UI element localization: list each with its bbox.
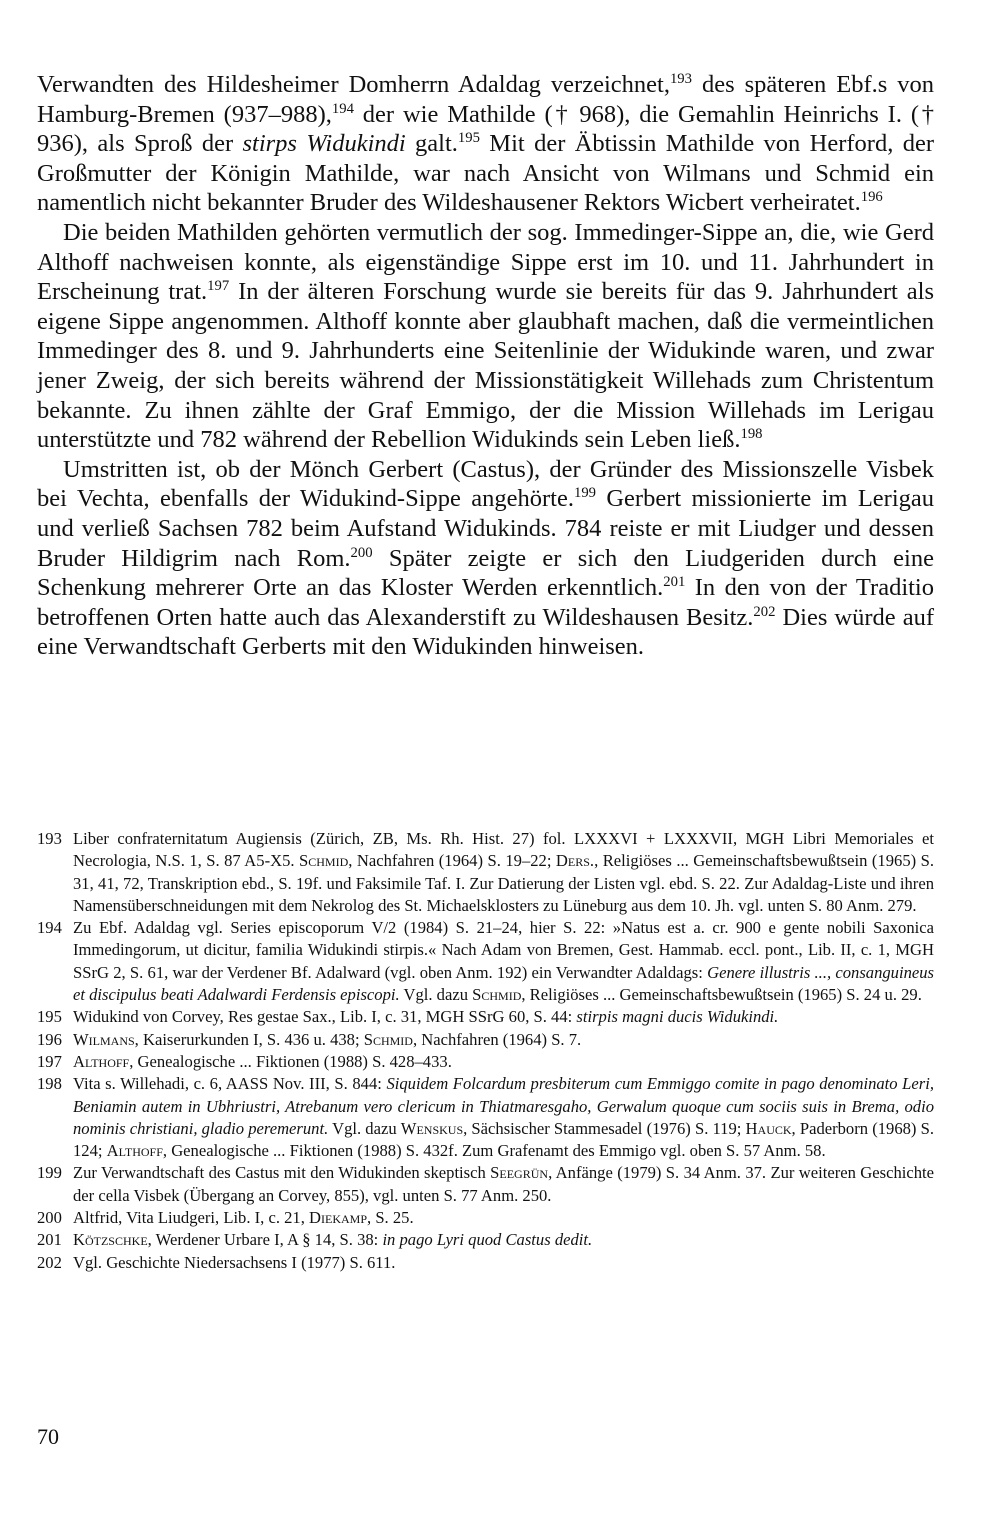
footnote-ref: 196: [860, 189, 883, 206]
footnote: [37, 1006, 934, 1028]
footnote: [37, 1207, 934, 1229]
footnote-text: [73, 1073, 934, 1162]
main-text: [37, 70, 934, 662]
text-run: Vgl. Geschichte Niedersachsens I (1977) S. 611.: [73, 1252, 396, 1272]
footnote-number: 198: [37, 1074, 62, 1094]
footnote: [37, 1162, 934, 1207]
text-run: Vgl. dazu: [328, 1118, 401, 1138]
text-run: Verwandten des Hildesheimer Domherrn Adaldag verzeichnet,: [37, 71, 670, 98]
footnote: [37, 828, 934, 917]
text-run: , Paderborn (1968) S. 124;: [73, 1118, 934, 1161]
footnote: [37, 1073, 934, 1162]
footnote-ref: 197: [207, 278, 230, 294]
text-run: , Genealogische ... Fiktionen (1988) S. 428–433.: [129, 1051, 452, 1071]
text-run: der wie Mathilde († 968), die Gemahlin Heinrichs I. († 936), als Sproß der: [37, 100, 935, 158]
footnote-ref: 195: [457, 130, 480, 147]
footnote-number: 197: [37, 1051, 62, 1071]
text-run: , Sächsischer Stammesadel (1976) S. 119;: [463, 1118, 746, 1138]
text-run: Liber confraternitatum Augiensis (Zürich, ZB, Ms. Rh. Hist. 27) fol. LXXXVI + LXXXVII, MGH Libri Memoriales et Necrologia, N.S. 1, S. 87 A5-X5.: [73, 829, 934, 871]
text-run: , Religiöses ... Gemeinschaftsbewußtsein (1965) S. 24 u. 29.: [521, 985, 922, 1005]
text-run: Widukind von Corvey, Res gestae Sax., Lib. I, c. 31, MGH SSrG 60, S. 44:: [73, 1007, 577, 1027]
footnote: [37, 1051, 934, 1073]
italic-text: Siquidem Folcardum presbiterum cum Emmiggo comite in pago denominato Leri, Beniamin autem in Ubhriustri, Atrebanum vero clericum in Thiatmaresgaho, Gerwalum quoque cum sociis suis in Brema, odio nominis christiani, gladio peremerunt.: [73, 1074, 934, 1138]
author-name: Wilmans: [73, 1029, 135, 1049]
text-run: , Nachfahren (1964) S. 19–22;: [348, 851, 556, 871]
italic-text: Genere illustris ..., consanguineus et discipulus beati Adalwardi Ferdensis episcopi.: [73, 962, 935, 1005]
author-name: Althoff: [73, 1051, 130, 1071]
author-name: Schmid: [363, 1029, 413, 1049]
text-run: des späteren Ebf.s von Hamburg-Bremen (937–988),: [37, 71, 934, 128]
text-run: Altfrid, Vita Liudgeri, Lib. I, c. 21,: [73, 1208, 310, 1228]
text-run: , S. 25.: [367, 1208, 414, 1228]
footnote: [37, 1229, 934, 1251]
footnote-text: [73, 1051, 934, 1073]
text-run: In der älteren Forschung wurde sie bereits für das 9. Jahrhundert als eigene Sippe angenommen. Althoff konnte aber glaubhaft machen, daß die vermeintlichen Immedinger des 8. und 9. Jahrhunderts eine Seitenlinie der Widukinde waren, und zwar jener Zweig, der sich bereits während der Missionstätigkeit Willehads zum Christentum bekannte. Zu ihnen zählte der Graf Emmigo, der die Mission Willehads im Lerigau unterstützte und 782 während der Rebellion Widukinds sein Leben ließ.: [37, 278, 934, 454]
footnote-text: [73, 1006, 934, 1028]
text-run: , Religiöses ... Gemeinschaftsbewußtsein (1965) S. 31, 41, 72, Transkription ebd., S. 19f. und Faksimile Taf. I. Zur Datierung der Listen vgl. ebd. S. 22. Zur Adaldag-Liste und ihren Namensüberschneidungen mit dem Nekrolog des St. Michaelsklosters zu Lüneburg aus dem 10. Jh. vgl. unten S. 80 Anm. 279.: [73, 851, 935, 915]
footnote-text: [73, 1229, 934, 1251]
footnote-number: 201: [37, 1230, 62, 1250]
text-run: In den von der Traditio betroffenen Orten hatte auch das Alexanderstift zu Wildeshausen Besitz.: [37, 574, 934, 631]
footnote: [37, 1029, 934, 1051]
text-run: Gerbert missionierte im Lerigau und verließ Sachsen 782 beim Aufstand Widukinds. 784 reiste er mit Liudger und dessen Bruder Hildigrim nach Rom.: [37, 485, 935, 572]
footnote-number: 193: [37, 829, 62, 848]
footnote-ref: 194: [331, 100, 354, 117]
italic-text: stirps Widukindi: [242, 130, 406, 158]
text-run: galt.: [405, 130, 458, 158]
text-run: , Werdener Urbare I, A § 14, S. 38:: [147, 1230, 383, 1250]
text-run: Dies würde auf eine Verwandtschaft Gerberts mit den Widukinden hinweisen.: [37, 603, 934, 661]
paragraph: [37, 455, 934, 662]
text-run: Umstritten ist, ob der Mönch Gerbert (Castus), der Gründer des Missionszelle Visbek bei Vechta, ebenfalls der Widukind-Sippe angehörte.: [37, 455, 934, 513]
footnote-ref: 199: [573, 485, 596, 502]
text-run: , Anfänge (1979) S. 34 Anm. 37. Zur weiteren Geschichte der cella Visbek (Übergang an Corvey, 855), vgl. unten S. 77 Anm. 250.: [73, 1163, 934, 1205]
text-run: Später zeigte er sich den Liudgeriden durch eine Schenkung mehrerer Orte an das Kloster Werden erkenntlich.: [37, 544, 934, 602]
footnote-ref: 202: [753, 603, 776, 620]
author-name: Wenskus: [400, 1118, 464, 1138]
footnotes: [37, 828, 934, 1274]
author-name: Kötzschke: [73, 1230, 148, 1250]
footnote-number: 202: [37, 1252, 62, 1272]
text-run: Mit der Äbtissin Mathilde von Herford, der Großmutter der Königin Mathilde, war nach Ansicht von Wilmans und Schmid ein namentlich nicht bekannter Bruder des Wildeshausener Rektors Wicbert verheiratet.: [37, 130, 934, 217]
footnote: [37, 917, 934, 1006]
text-run: Die beiden Mathilden gehörten vermutlich der sog. Immedinger-Sippe an, die, wie Gerd Althoff nachweisen konnte, als eigenständige Sippe erst im 10. und 11. Jahrhundert in Erscheinung trat.: [37, 218, 934, 306]
author-name: Schmid: [299, 851, 349, 871]
footnote-ref: 198: [740, 425, 763, 442]
footnote-text: [73, 1252, 934, 1274]
text-run: , Nachfahren (1964) S. 7.: [412, 1029, 582, 1049]
footnote-text: [73, 1207, 934, 1229]
text-run: Zur Verwandtschaft des Castus mit den Widukinden skeptisch: [73, 1163, 491, 1183]
footnote-text: [73, 917, 934, 1006]
italic-text: stirpis magni ducis Widukindi.: [576, 1007, 779, 1027]
author-name: Diekamp: [309, 1208, 368, 1228]
text-run: Zu Ebf. Adaldag vgl. Series episcoporum V/2 (1984) S. 21–24, hier S. 22: »Natus est a. cr. 900 e gente nobili Saxonica Immedingorum, ut dicitur, familia Widukindi stirpis.« Nach Adam von Bremen, Gest. Hammab. eccl. pont., Lib. II, c. 1, MGH SSrG 2, S. 61, war der Verdener Bf. Adalward (vgl. oben Anm. 192) ein Verwandter Adaldags:: [73, 918, 934, 982]
footnote-number: 194: [37, 918, 62, 938]
footnote-ref: 201: [663, 573, 686, 590]
text-run: Vita s. Willehadi, c. 6, AASS Nov. III, S. 844:: [73, 1074, 387, 1094]
footnote-number: 196: [37, 1029, 62, 1049]
footnote-text: [73, 1029, 934, 1051]
author-name: Althoff: [106, 1141, 163, 1161]
footnote-ref: 200: [350, 544, 373, 561]
text-run: Vgl. dazu: [399, 985, 473, 1005]
page-number: 70: [37, 1424, 59, 1449]
author-name: Schmid: [472, 985, 522, 1005]
footnote-number: 200: [37, 1208, 62, 1228]
footnote-text: [73, 1162, 934, 1207]
text-run: , Kaiserurkunden I, S. 436 u. 438;: [134, 1029, 364, 1049]
italic-text: in pago Lyri quod Castus dedit.: [382, 1230, 593, 1250]
text-run: , Genealogische ... Fiktionen (1988) S. 432f. Zum Grafenamt des Emmigo vgl. oben S. 57 Anm. 58.: [162, 1141, 826, 1161]
footnote: [37, 1252, 934, 1274]
author-name: Seegrün: [490, 1163, 549, 1183]
footnote-number: 195: [37, 1007, 62, 1027]
footnote-ref: 193: [669, 70, 692, 87]
author-name: Ders.: [555, 851, 595, 871]
footnote-number: 199: [37, 1163, 62, 1183]
paragraph: [37, 218, 934, 455]
author-name: Hauck: [745, 1118, 792, 1138]
paragraph: [37, 70, 934, 218]
footnote-text: [73, 828, 934, 917]
